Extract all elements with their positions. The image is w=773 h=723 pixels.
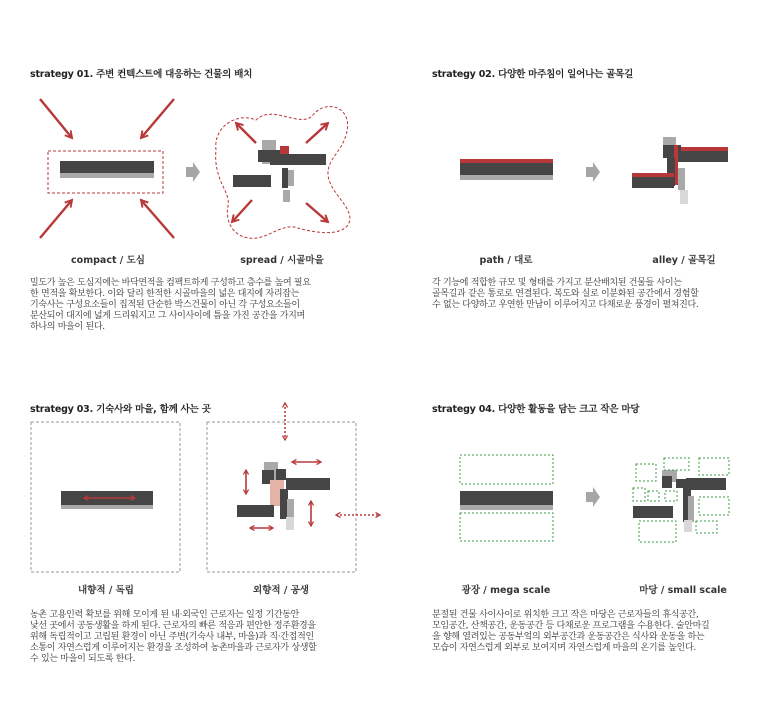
strategy-02-title: strategy 02. 다양한 마주침이 일어나는 골목길 xyxy=(432,69,634,80)
small-scale-diagram xyxy=(633,458,729,542)
path-diagram xyxy=(460,159,553,180)
inward-arrow-bl xyxy=(40,200,72,238)
strategy-03-title: strategy 03. 기숙사와 마을, 함께 사는 곳 xyxy=(30,404,211,415)
caption-compact: compact / 도심 xyxy=(71,255,145,266)
spread-diagram xyxy=(216,106,350,238)
plaza-bottom xyxy=(460,513,553,541)
caption-alley: alley / 골목길 xyxy=(652,255,716,266)
transform-arrow-04 xyxy=(586,487,600,507)
outward-arrow-br xyxy=(306,203,328,222)
strategy-01-title: strategy 01. 주변 컨텍스트에 대응하는 건물의 배치 xyxy=(30,69,253,80)
outward-arrow-tr xyxy=(306,123,328,143)
alley-diagram xyxy=(632,137,728,204)
caption-mega-scale: 광장 / mega scale xyxy=(461,585,551,596)
caption-spread: spread / 시골마을 xyxy=(240,255,324,266)
compact-building xyxy=(60,161,154,173)
strategy-03-description: 농촌 고용인력 확보를 위해 모이게 된 내·외국인 근로자는 일정 기간동안 낯선 곳에서 공동생활을 하게 된다. 근로자의 빠른 적응과 편안한 정주환경을 위해 독립적이고 고립된 환경이 아닌 주변(기숙사 내부, 마을)과 직·간접적인 소통이 자연스럽게 이루어지는 환경을 조성하여 농촌마을과 근로자가 상생할 수 있는 마을이 되도록 한다. xyxy=(30,610,317,664)
outward-arrow-tl xyxy=(236,123,256,143)
outward-arrow-bl xyxy=(232,200,252,222)
inward-diagram xyxy=(31,422,180,572)
strategy-04-title: strategy 04. 다양한 활동을 담는 크고 작은 마당 xyxy=(432,404,640,415)
strategy-04-description: 분절된 건물 사이사이로 위치한 크고 작은 마당은 근로자들의 휴식공간, 모임공간, 산책공간, 운동공간 등 다채로운 프로그램을 수용한다. 술안마길 을 향해 열려있는 공동부엌의 외부공간과 운동공간은 식사와 운동을 하는 모습이 자연스럽게 외부로 보여지며 자연스럽게 마을의 온기를 높인다. xyxy=(432,610,710,653)
inward-arrow-br xyxy=(141,200,174,238)
caption-path: path / 대로 xyxy=(479,255,533,266)
inward-arrow-tr xyxy=(141,99,174,138)
strategy-01-description: 밀도가 높은 도심지에는 바닥면적을 컴팩트하게 구성하고 층수를 높여 필요 한 면적을 확보한다. 이와 달리 한적한 시골마을의 넓은 대지에 자리잡는 기숙사는 구성요소들이 집적된 단순한 박스건물이 아닌 각 구성요소들이 분산되어 대지에 넓게 드리워지고 그 사이사이에 틈을 가진 공간을 가지며 하나의 마을이 된다. xyxy=(30,278,311,332)
caption-outward: 외향적 / 공생 xyxy=(253,585,309,596)
transform-arrow-01 xyxy=(186,162,200,182)
mega-scale-diagram xyxy=(460,455,553,541)
transform-arrow-02 xyxy=(586,162,600,182)
caption-inward: 내향적 / 독립 xyxy=(78,585,134,596)
compact-diagram xyxy=(40,99,174,238)
caption-small-scale: 마당 / small scale xyxy=(639,585,727,596)
inward-arrow-tl xyxy=(40,99,72,138)
strategy-02-description: 각 기능에 적합한 규모 및 형태를 가지고 분산배치된 건물들 사이는 골목길과 같은 통로로 연결된다. 복도와 실로 이분화된 공간에서 경험할 수 없는 다양하고 우연한 만남이 이루어지고 다채로운 풍경이 펼쳐진다. xyxy=(432,278,699,310)
plaza-top xyxy=(460,455,553,484)
outward-diagram xyxy=(207,403,380,572)
